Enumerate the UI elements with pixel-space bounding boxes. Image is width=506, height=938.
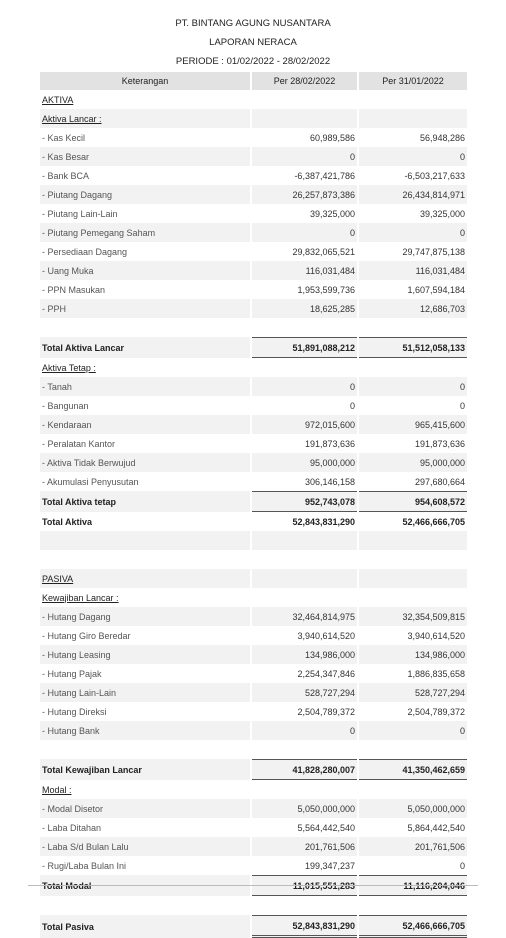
row-value-current [252,740,357,759]
row-value-previous [359,90,467,109]
table-row [40,740,467,759]
row-value-previous: -6,503,217,633 [404,170,465,181]
row-label: Aktiva Tetap : [42,362,96,373]
row-value-current [252,318,357,337]
table-row [40,318,467,337]
row-value-current [252,550,357,569]
table-row [40,799,467,818]
table-row [40,607,467,626]
row-value-previous: 5,050,000,000 [359,799,467,818]
row-label: Aktiva Lancar : [40,109,250,128]
row-label: - Laba Ditahan [42,822,102,833]
row-label: - Piutang Lain-Lain [42,208,118,219]
row-value-current: 134,986,000 [252,645,357,664]
row-value-previous: 95,000,000 [359,453,467,472]
table-row [40,204,467,223]
report-period: PERIODE : 01/02/2022 - 28/02/2022 [175,56,331,67]
row-value-current [252,569,357,588]
column-header-current-period: Per 28/02/2022 [252,72,357,90]
table-row [40,377,467,396]
row-label: - Aktiva Tidak Berwujud [40,453,250,472]
row-value-current: 199,347,237 [304,860,355,871]
row-value-previous: 528,727,294 [359,683,467,702]
row-value-previous [359,780,467,799]
table-row [40,550,467,569]
table-row [40,531,467,550]
row-value-current: 5,564,442,540 [297,822,355,833]
row-value-current [252,109,357,128]
row-value-previous: 0 [359,721,467,740]
row-value-current: 52,843,831,290 [252,915,357,938]
row-value-previous: 954,608,572 [359,491,467,512]
row-value-current: 18,625,285 [252,299,357,318]
row-label: - Modal Disetor [40,799,250,818]
row-label: - Hutang Giro Beredar [42,630,131,641]
report-title: LAPORAN NERACA [209,37,297,48]
table-row [40,837,467,856]
table-row [40,109,467,128]
row-label [40,531,250,550]
row-value-current: 3,940,614,520 [297,630,355,641]
table-row [40,299,467,318]
row-label: Total Aktiva [42,516,93,527]
balance-sheet-table [38,72,469,938]
row-value-previous [359,588,467,607]
row-value-current: 26,257,873,386 [252,185,357,204]
row-label: - Hutang Pajak [42,668,102,679]
row-value-current: -6,387,421,786 [294,170,355,181]
row-value-previous: 201,761,506 [359,837,467,856]
row-label: - Hutang Leasing [40,645,250,664]
row-value-previous: 191,873,636 [414,438,465,449]
table-row [40,358,467,377]
row-label: - PPN Masukan [42,284,106,295]
table-row [40,626,467,645]
table-row [40,280,467,299]
row-label: - Hutang Lain-Lain [40,683,250,702]
row-value-current: 95,000,000 [252,453,357,472]
company-name: PT. BINTANG AGUNG NUSANTARA [175,18,331,29]
row-value-previous [359,740,467,759]
report-header [0,0,506,71]
table-row [40,396,467,415]
row-label: - Kas Besar [40,147,250,166]
row-value-current: 5,050,000,000 [252,799,357,818]
table-row [40,896,467,915]
row-value-current: 0 [349,400,355,411]
row-value-current [252,896,357,915]
row-value-current: 2,254,347,846 [297,668,355,679]
row-value-current: 51,891,088,212 [252,337,357,358]
row-value-current: 0 [252,147,357,166]
row-label [40,318,250,337]
row-value-current [252,588,357,607]
row-value-previous [359,896,467,915]
row-label [40,550,250,569]
row-value-current: 191,873,636 [304,438,355,449]
row-value-previous: 52,466,666,705 [402,516,465,527]
table-row [40,472,467,491]
row-label: - Peralatan Kantor [42,438,116,449]
row-value-previous: 51,512,058,133 [359,337,467,358]
row-value-current: 32,464,814,975 [252,607,357,626]
table-row [40,223,467,242]
row-value-previous [359,109,467,128]
row-label: - Piutang Dagang [40,185,250,204]
row-value-current [252,531,357,550]
row-value-current [252,90,357,109]
row-value-previous: 0 [459,400,465,411]
table-row [40,856,467,875]
row-label: - Rugi/Laba Bulan Ini [42,860,127,871]
row-value-current [252,780,357,799]
row-label: Modal : [42,784,72,795]
row-label: - Kendaraan [40,415,250,434]
row-label: Total Aktiva tetap [40,491,250,512]
row-label: - Tanah [40,377,250,396]
row-value-current: 201,761,506 [252,837,357,856]
row-value-current: 0 [252,223,357,242]
column-header-description: Keterangan [40,72,250,90]
table-row [40,491,467,512]
row-label: - Laba S/d Bulan Lalu [40,837,250,856]
footer-divider [28,885,478,886]
row-label: - Akumulasi Penyusutan [42,476,139,487]
table-row [40,702,467,721]
table-row [40,645,467,664]
row-label [40,740,250,759]
row-value-current: 2,504,789,372 [297,706,355,717]
row-value-previous: 116,031,484 [359,261,467,280]
column-header-previous-period: Per 31/01/2022 [359,72,467,90]
row-label: - Piutang Pemegang Saham [40,223,250,242]
row-label: - Persediaan Dagang [42,246,128,257]
row-value-previous: 297,680,664 [414,476,465,487]
table-row [40,915,467,938]
row-value-previous: 965,415,600 [359,415,467,434]
table-row [40,434,467,453]
row-label [40,896,250,915]
row-label: - Hutang Bank [40,721,250,740]
table-row [40,128,467,147]
row-value-current: 972,015,600 [252,415,357,434]
row-value-previous: 3,940,614,520 [407,630,465,641]
row-label: - Bank BCA [42,170,90,181]
row-value-previous: 56,948,286 [419,132,465,143]
row-label: - Uang Muka [40,261,250,280]
row-value-previous [359,531,467,550]
row-label: PASIVA [40,569,250,588]
row-value-current: 528,727,294 [252,683,357,702]
row-label: - Kas Kecil [42,132,86,143]
table-row [40,337,467,358]
row-value-previous [359,569,467,588]
row-value-previous: 0 [359,223,467,242]
row-label: - Bangunan [42,400,89,411]
row-label: Kewajiban Lancar : [42,592,119,603]
table-row [40,166,467,185]
row-value-current: 952,743,078 [252,491,357,512]
table-row [40,147,467,166]
row-value-current [252,358,357,377]
row-value-current: 116,031,484 [252,261,357,280]
table-row [40,588,467,607]
row-value-previous: 1,886,835,658 [407,668,465,679]
row-value-previous: 0 [359,147,467,166]
row-value-current: 29,832,065,521 [292,246,355,257]
row-value-previous: 12,686,703 [359,299,467,318]
table-row [40,664,467,683]
row-value-previous: 29,747,875,138 [402,246,465,257]
row-value-current: 60,989,586 [309,132,355,143]
row-value-previous: 5,864,442,540 [407,822,465,833]
row-label: Total Aktiva Lancar [40,337,250,358]
row-value-current: 0 [252,721,357,740]
row-label: - Hutang Direksi [42,706,107,717]
table-row [40,780,467,799]
table-row [40,818,467,837]
row-label: Total Kewajiban Lancar [40,759,250,780]
row-value-current: 306,146,158 [304,476,355,487]
table-row [40,569,467,588]
row-value-previous: 39,325,000 [419,208,465,219]
table-row [40,759,467,780]
row-value-current: 1,953,599,736 [297,284,355,295]
table-row [40,90,467,109]
row-value-previous: 1,607,594,184 [407,284,465,295]
row-value-current: 41,828,280,007 [252,759,357,780]
row-value-current: 52,843,831,290 [292,516,355,527]
row-value-previous: 0 [359,377,467,396]
table-body [40,90,467,938]
table-row [40,185,467,204]
row-label: Total Pasiva [40,915,250,938]
row-value-previous [359,550,467,569]
row-value-previous: 0 [459,860,465,871]
row-value-current: 39,325,000 [309,208,355,219]
table-row [40,453,467,472]
table-row [40,721,467,740]
table-row [40,415,467,434]
table-row [40,683,467,702]
table-header-row [40,72,467,90]
row-value-previous [359,318,467,337]
row-value-previous: 52,466,666,705 [359,915,467,938]
row-value-previous: 2,504,789,372 [407,706,465,717]
row-value-current: 0 [252,377,357,396]
row-label: AKTIVA [42,94,74,105]
row-value-previous: 26,434,814,971 [359,185,467,204]
row-value-previous [359,358,467,377]
row-label: - Hutang Dagang [40,607,250,626]
row-value-previous: 41,350,462,659 [359,759,467,780]
table-row [40,512,467,531]
row-value-previous: 134,986,000 [359,645,467,664]
row-label: - PPH [40,299,250,318]
table-row [40,242,467,261]
row-value-previous: 32,354,509,815 [359,607,467,626]
table-row [40,261,467,280]
